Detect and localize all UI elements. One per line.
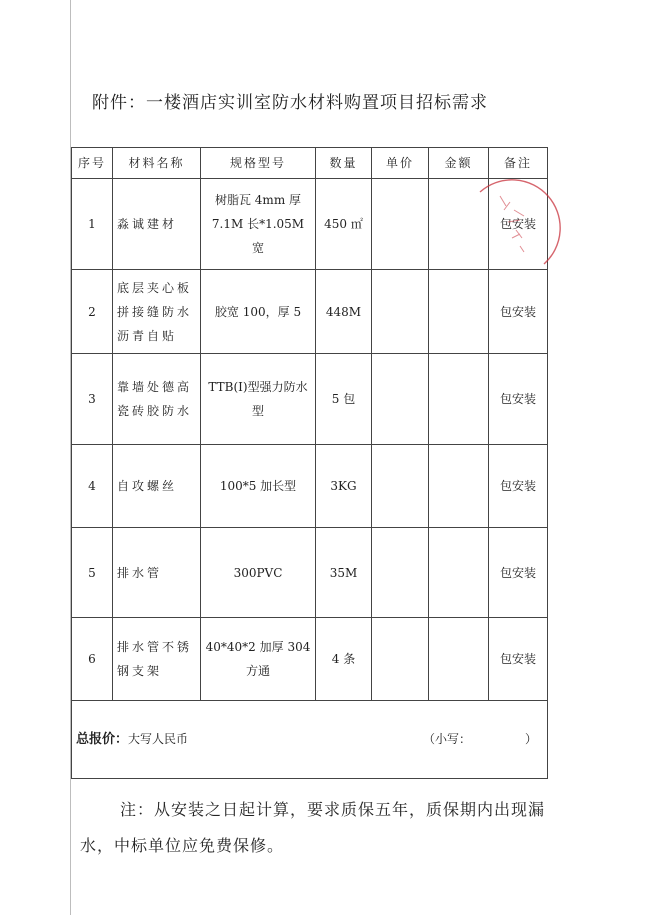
header-remark: 备注 xyxy=(489,148,548,179)
table-row xyxy=(72,618,548,701)
header-price: 单价 xyxy=(372,148,429,179)
header-no: 序号 xyxy=(72,148,113,179)
cell-name: 排水管 xyxy=(113,528,201,618)
cell-name: 自攻螺丝 xyxy=(113,445,201,528)
cell-spec: 树脂瓦 4mm 厚 7.1M 长*1.05M 宽 xyxy=(201,179,316,270)
header-amount: 金额 xyxy=(429,148,489,179)
table-row xyxy=(72,179,548,270)
cell-qty: 4 条 xyxy=(316,618,372,701)
cell-spec: 40*40*2 加厚 304 方通 xyxy=(201,618,316,701)
cell-spec: TTB(Ⅰ)型强力防水型 xyxy=(201,354,316,445)
cell-qty: 5 包 xyxy=(316,354,372,445)
cell-spec: 300PVC xyxy=(201,528,316,618)
cell-qty: 450 ㎡ xyxy=(316,179,372,270)
cell-price xyxy=(372,354,429,445)
cell-qty: 35M xyxy=(316,528,372,618)
document-title: 附件：一楼酒店实训室防水材料购置项目招标需求 xyxy=(92,93,488,113)
cell-name: 底层夹心板拼接缝防水沥青自贴 xyxy=(113,270,201,354)
cell-remark: 包安装 xyxy=(489,445,548,528)
total-price-label: 总报价： xyxy=(76,732,129,747)
cell-price xyxy=(372,179,429,270)
warranty-note: 注：从安装之日起计算，要求质保五年，质保期内出现漏水，中标单位应免费保修。 xyxy=(80,800,546,855)
cell-price xyxy=(372,445,429,528)
table-row xyxy=(72,528,548,618)
header-qty: 数量 xyxy=(316,148,372,179)
header-spec: 规格型号 xyxy=(201,148,316,179)
table-header-row xyxy=(72,148,548,179)
cell-no: 2 xyxy=(72,270,113,354)
cell-remark: 包安装 xyxy=(489,528,548,618)
total-price-row xyxy=(72,701,548,779)
cell-remark: 包安装 xyxy=(489,618,548,701)
cell-qty: 3KG xyxy=(316,445,372,528)
cell-qty: 448M xyxy=(316,270,372,354)
requirements-table xyxy=(71,147,548,779)
cell-spec: 胶宽 100，厚 5 xyxy=(201,270,316,354)
cell-no: 5 xyxy=(72,528,113,618)
cell-name: 淼诚建材 xyxy=(113,179,201,270)
cell-amount xyxy=(429,445,489,528)
header-name: 材料名称 xyxy=(113,148,201,179)
cell-price xyxy=(372,270,429,354)
cell-no: 6 xyxy=(72,618,113,701)
cell-price xyxy=(372,618,429,701)
cell-price xyxy=(372,528,429,618)
cell-amount xyxy=(429,618,489,701)
total-price-text: 大写人民币 xyxy=(128,732,189,746)
cell-no: 1 xyxy=(72,179,113,270)
cell-remark: 包安装 xyxy=(489,354,548,445)
cell-no: 3 xyxy=(72,354,113,445)
cell-amount xyxy=(429,270,489,354)
cell-amount xyxy=(429,179,489,270)
cell-amount xyxy=(429,528,489,618)
cell-no: 4 xyxy=(72,445,113,528)
cell-remark: 包安装 xyxy=(489,270,548,354)
cell-remark: 包安装 xyxy=(489,179,548,270)
cell-name: 排水管不锈钢支架 xyxy=(113,618,201,701)
cell-amount xyxy=(429,354,489,445)
total-price-small: （小写： ） xyxy=(422,732,537,746)
cell-name: 靠墙处德高瓷砖胶防水 xyxy=(113,354,201,445)
table-row xyxy=(72,270,548,354)
table-row xyxy=(72,354,548,445)
cell-spec: 100*5 加长型 xyxy=(201,445,316,528)
total-price-cell xyxy=(72,701,548,779)
table-row xyxy=(72,445,548,528)
